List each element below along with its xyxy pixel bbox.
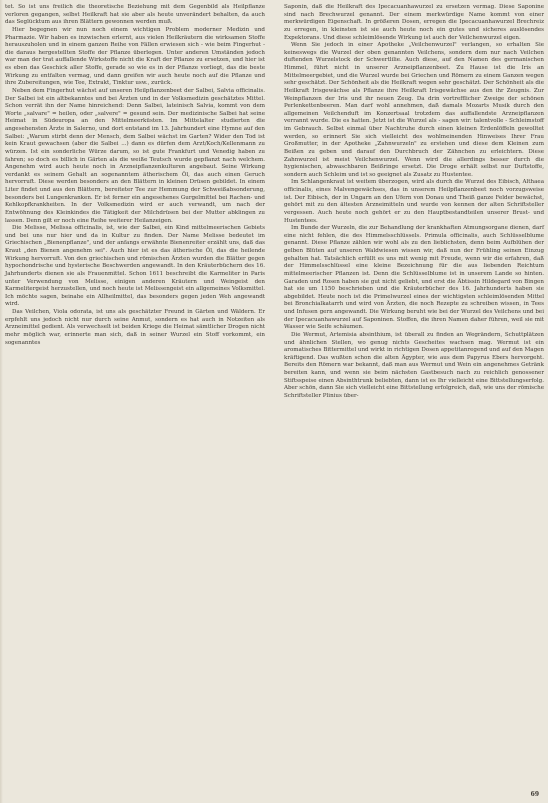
paragraph: Im Schlangenkraut ist weitem überzogen, wird als durch die Wurzel des Eibisch, Althaea officinalis, eines Malvengewächses, das in unserem Heilpflanzenbeet noch vorzugsweise ist. Der Eibisch, der in Ungarn an den Ufern von Donau und Theiß ganze Felder bewächst, gehört mit zu den ältesten Arzneimitteln und wurde von kennen der alten Schriftsteller vergessen. Auch heute noch gehört er zu den Hauptbestandteilen unserer Brust- und Hustentees. [284,179,544,224]
paragraph: tet. So ist uns freilich die theoretische Beziehung mit dem Gegenbild als Heilpflanze verloren gegangen, selbst Heilkraft hat sie aber als heute unverändert behalten, da auch das Seglücktum aus ihren Blättern gewonnen werden muß. [5,4,265,26]
paragraph: Wenn Sie jedoch in einer Apotheke „Veilchenwurzel" verlangen, so erhalten Sie keineswegs die Wurzel der oben genannten Veilchens, sondern dem nur nach Veilchen duftenden Wurzelstock der Schwertlilie. Auch diese, auf den Namen des germanischen Himmel, führt nicht in unserer Arzneipflanzenbeet. Zu Hause ist die Iris an Mittelmeergebiet, und die Wurzel wurde bei Griechen und Römern zu einem Ganzen wegen sehr geschätzt. Der Schönheit als die Heilkraft wegen sehr geschätzt. Der Schönheit als die Heilkraft Irisgewächse als Pflanze ihre Heilkraft Irisgewächse aus den ihr Zeugnis. Zur Weinpflanzen der Iris und ihr neuen Zeug. Da drin vortrefflicher Zweige der schönen Perlenkettenbeeren. Man darf wohl annehmen, daß damals Mozarts Musik durch den allgemeinen Veilchenduft im Konzertsaal trotzdem das auffallendste Arzneipflanzen verrannt wurde. Die es hatten. Jetzt ist die Wurzel als - sagen wir: talentvolle - Schleimstoff im Gebrauch. Selbst einmal über Nachtruhe durch einen kleinen Erdenlöffeln gewolltet werden, so erinnert Sie sich vielleicht des wohlmeinenden Hinweises Ihrer Frau Großmutter, in der Apotheke „Zahnwurzeln" zu erstehen und diese dem Kleinen zum Beißen zu geben und darauf den Durchbruch der Zähnchen zu erleichtern. Diese Zahnwurzel ist meist Veilchenwurzel. Wenn wird die allerdings besser durch die hygienischen, abwaschbaren Beißringe ersetzt. Die Droge erhält selbst nur Duftstoffe, sondern auch Schleim und ist so geeignet als Zusatz zu Hustentee. [284,42,544,178]
paragraph: Hier begegnen wir nun noch einem wichtigen Problem moderner Medizin und Pharmazie. Wir haben es inzwischen erlernt, aus vielen Heilkräutern die wirksamen Stoffe herauszuholen und in einem ganzen Reihe von Fällen erwiesen sich - wie beim Fingerhut - die daraus hergestellten Stoffe der Pflanze überlegen. Unter anderen Umständen jedoch war man der trat auffallende Wirkstoffe nicht die Kraft der Pflanze zu ersetzen, und hier ist es eben das Geschick aller Stoffe, gerade so wie es in der Pflanze vorliegt, das die beste Wirkung zu entfalten vermag, und dann greifen wir auch heute noch auf die Pflanze und ihre Zubereitungen, wie Tee, Extrakt, Tinktur usw., zurück. [5,26,265,87]
paragraph: Die Wermut, Artemisia absinthium, ist überall zu finden an Wegrändern, Schuttplätzen und ähnlichen Stellen, wo genug nichts Gescheites wachsen mag. Wermut ist ein aromatisches Bittermittel und wirkt in richtigen Dosen appetitanregend und auf den Magen kräftigend. Das wußten schon die alten Ägypter, wie aus dem Papyrus Ebers hervorgeht. Bereits den Römern war bekannt, daß man aus Wermut und Wein ein angenehmes Getränk bereiten kann, und wenn sie beim nächsten Gastbesuch nach zu reichlich genossener Stiftsspeise einen Absinthtrunk beliebten, dann ist es Ihr vielleicht eine Bittstellungserfolg. Aber schön, dann Sie sich vielleicht eine Bittstellung erfolgreich, daß, wie uns der römische Schriftsteller Plinius über- [284,331,544,399]
left-column [5,4,265,347]
paragraph: Die Melisse, Melissa officinalis, ist, wie der Salbei, ein Kind mittelmeerischen Gebiets und bei uns nur hier und da in Kultur zu finden. Der Name Melisse bedeutet im Griechischen „Bienenpflanze", und der anfangs erwähnte Bienenreiter erzählt uns, daß das Kraut „den Bienen angenehm sei". Auch hier ist es das ätherische Öl, das die heilende Wirkung hervorruft. Von den griechischen und römischen Ärzten wurden die Blätter gegen hypochondrische und hysterische Beschwerden angewandt. In den Kräuterbüchern des 16. Jahrhunderts dienen sie als Frauenmittel. Schon 1611 beschreibt die Karmeliter in Paris unter Verwendung von Melisse, einigen anderen Kräutern und Weingeist den Karmelitergeist herzustellen, und noch heute ist Melissengeist ein allgemeines Volksmittel. Ich möchte sagen, beinahe ein Allheilmittel, das besonders gegen jeden Weh angewandt wird. [5,225,265,308]
page-binding-shadow [0,0,3,803]
paragraph: Im Bunde der Wurzeln, die zur Behandlung der krankhaften Atmungsorgane dienen, darf eine nicht fehlen, die des Himmelsschlüssels. Primula officinalis, auch Schlüsselblume genannt. Diese Pflanze zählen wir wohl als zu den lieblichsten, denn beim Aufblühen der gelben Blüten auf unseren Waldwiesen wissen wir, daß nun der Frühling seinen Einzug gehalten hat. Tatsächlich erfüllt es uns mit wenig mit Freude, wenn wir die erfahren, daß der Himmelsschlüssel eine kleine Bezeichnung für die aus liebenden Reichtum mittelmeerischer Pflanzen ist. Denn die Schlüsselblume ist in unserem Lande so hinten. Garaden und Rosen haben sie gut nicht geliebt, und erst die Äbtissin Hildegard von Bingen hat sie um 1150 beschrieben und die Kräuterbücher des 16. Jahrhunderts haben sie abgebildet. Heute noch ist die Primelwurzel eines der wichtigsten schleimlösenden Mittel bei Bronchialkatarrh und wird von Ärzten, die noch Rezepte zu schreiben wissen, in Tees und Infusen gern angewandt. Die Wirkung beruht wie bei der Wurzel des Veilchens und bei der Ipecacuanhawurzel auf Saponinen. Stoffen, die ihren Namen daher führen, weil sie mit Wasser wie Seife schäumen. [284,225,544,331]
page-number: 69 [530,791,539,798]
paragraph: Neben dem Fingerhut wächst auf unseren Heilpflanzenbeet der Salbei, Salvia officinalis. Der Salbei ist ein altbekanntes und bei Ärzten und in der Volksmedizin geschätztes Mittel. Schon verrät ihn der Name hinreichend: Denn Salbei, lateinisch Salvia, kommt von dem Worte „salvare" = heilen, oder „salvere" = gesund sein. Der medizinische Salbei hat seine Heimat in Südeuropa an den Mittelmeerküsten. Im Mittelalter studierten die angesehensten Ärzte in Salerno, und dort entstand im 13. Jahrhundert eine Hymne auf den Salbei: „Warum stirbt denn der Mensch, dem Salbei wächst im Garten? Wider den Tod ist kein Kraut gewachsen (aber die Salbei ...) dann es dürfen dem Arzt/Koch/Kellenmann zu würzen. Ist ein sonderliche Würze darum, so ist gute Frankfurt und Venedig haben zu fahren; so doch es billich in Gärten als die weiße Teutsch wurde gepflanzt nach welchem. Angenehm wird auch heute noch in Arzneipflanzenkulturen angebaut. Seine Wirkung verdankt es seinem Gehalt an sogenanntem ätherischem Öl, das auch einen Geruch hervorruft. Diese werden besonders an den Blättern in kleinen Drüsen gebildet. In einem Liter findet und aus den Blättern, bereiteter Tee zur Hemmung der Schweißabsonderung, besonders bei Lungenkranken. Er ist ferner ein angesehenes Gurgelmittel bei Rachen- und Kehlkopfkrankheiten. In der Volksmedizin wird er auch verwandt, um nach der Entwöhnung des Kleinkindes die Tätigkeit der Milchdrüsen bei der Mutter abklingen zu lassen. Denn gilt er noch eine Reihe weiterer Heilanzeigen. [5,87,265,224]
paragraph: Saponin, daß die Heilkraft des Ipecacuanhawurzel zu ersetzen vermag. Diese Saponine sind nach Brechwurzel genannt. Der einem merkwürdige Name kommt von einer merkwürdigen Eigenschaft. In größeren Dosen, erregen die Ipecacuanhawurzel Brechreiz zu erregen, in kleinsten ist sie auch heute noch ein gutes und sicheres auslösendes Expektorans. Und diese schleimlösende Wirkung ist auch der Veilchenwurzel eigen. [284,4,544,41]
right-column [284,4,544,401]
paragraph: Das Veilchen, Viola odorata, ist uns als geschätzter Freund in Gärten und Wäldern. Er erpfehlt uns jedoch nicht nur durch seine Anmut, sondern es hat auch in Notzeiten als Arzneimittel gedient. Als verwechselt ist beiden Kriege die Heimat sämtlicher Drogen nicht mehr möglich war, erinnerte man sich, daß in seiner Wurzel ein Stoff vorkommt, ein sogenanntes [5,309,265,346]
